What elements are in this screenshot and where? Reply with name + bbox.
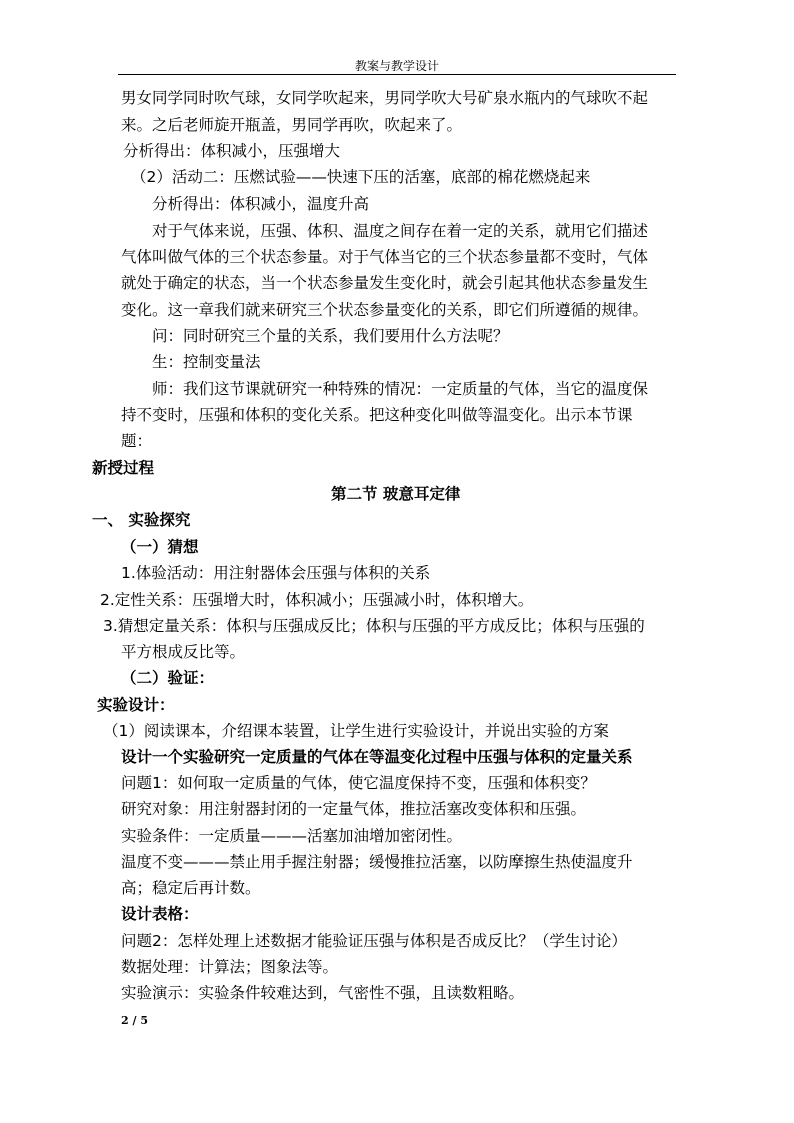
text-line: 1.体验活动：用注射器体会压强与体积的关系 bbox=[121, 564, 431, 582]
text-line: 新授过程 bbox=[92, 459, 155, 477]
text-line: 研究对象：用注射器封闭的一定量气体，推拉活塞改变体积和压强。 bbox=[121, 800, 587, 818]
text-line: 3.猜想定量关系：体积与压强成反比；体积与压强的平方成反比；体积与压强的 bbox=[103, 617, 645, 635]
text-line: 对于气体来说，压强、体积、温度之间存在着一定的关系，就用它们描述 bbox=[152, 222, 649, 240]
text-line: 生：控制变量法 bbox=[152, 353, 261, 371]
text-line: 分析得出：体积减小，压强增大 bbox=[123, 142, 341, 160]
text-line: 实验演示：实验条件较难达到，气密性不强，且读数粗略。 bbox=[121, 984, 525, 1002]
text-line: 来。之后老师旋开瓶盖，男同学再吹，吹起来了。 bbox=[121, 116, 463, 134]
text-line: 一、 实验探究 bbox=[92, 511, 191, 529]
text-line: 温度不变———禁止用手握注射器；缓慢推拉活塞，以防摩擦生热使温度升 bbox=[121, 853, 633, 871]
page-header-title: 教案与教学设计 bbox=[354, 59, 439, 73]
text-line: （一）猜想 bbox=[121, 538, 199, 556]
text-line: 变化。这一章我们就来研究三个状态参量变化的关系，即它们所遵循的规律。 bbox=[121, 301, 649, 319]
text-line: 分析得出：体积减小，温度升高 bbox=[152, 195, 370, 213]
text-line: 问题1：如何取一定质量的气体，使它温度保持不变，压强和体积变？ bbox=[121, 774, 596, 792]
text-line: （1）阅读课本，介绍课本装置，让学生进行实验设计，并说出实验的方案 bbox=[103, 722, 609, 740]
text-line: 设计一个实验研究一定质量的气体在等温变化过程中压强与体积的定量关系 bbox=[121, 748, 633, 766]
text-line: （二）验证： bbox=[121, 669, 215, 687]
text-line: 实验条件：一定质量———活塞加油增加密闭性。 bbox=[121, 827, 463, 845]
text-line: 题： bbox=[121, 432, 153, 450]
text-line: （2）活动二：压燃试验——快速下压的活塞，底部的棉花燃烧起来 bbox=[131, 168, 591, 186]
page-number: 2 / 5 bbox=[121, 1014, 148, 1027]
text-line: 2.定性关系：压强增大时，体积减小；压强减小时，体积增大。 bbox=[100, 591, 534, 609]
text-line: 问题2：怎样处理上述数据才能验证压强与体积是否成反比？（学生讨论） bbox=[121, 932, 627, 950]
text-line: 高；稳定后再计数。 bbox=[121, 879, 261, 897]
text-line: 就处于确定的状态，当一个状态参量发生变化时，就会引起其他状态参量发生 bbox=[121, 274, 649, 292]
text-line: 实验设计： bbox=[97, 696, 175, 714]
text-line: 师：我们这节课就研究一种特殊的情况：一定质量的气体，当它的温度保 bbox=[152, 380, 649, 398]
text-line: 男女同学同时吹气球，女同学吹起来，男同学吹大号矿泉水瓶内的气球吹不起 bbox=[121, 89, 649, 107]
text-line: 问：同时研究三个量的关系，我们要用什么方法呢？ bbox=[152, 327, 509, 345]
text-line: 持不变时，压强和体积的变化关系。把这种变化叫做等温变化。出示本节课 bbox=[121, 406, 633, 424]
text-line: 数据处理：计算法；图象法等。 bbox=[121, 958, 339, 976]
text-line: 设计表格： bbox=[121, 905, 199, 923]
text-line: 气体叫做气体的三个状态参量。对于气体当它的三个状态参量都不变时，气体 bbox=[121, 248, 649, 266]
text-line: 第二节 玻意耳定律 bbox=[331, 485, 461, 503]
header-rule bbox=[118, 74, 676, 75]
text-line: 平方根成反比等。 bbox=[121, 643, 246, 661]
